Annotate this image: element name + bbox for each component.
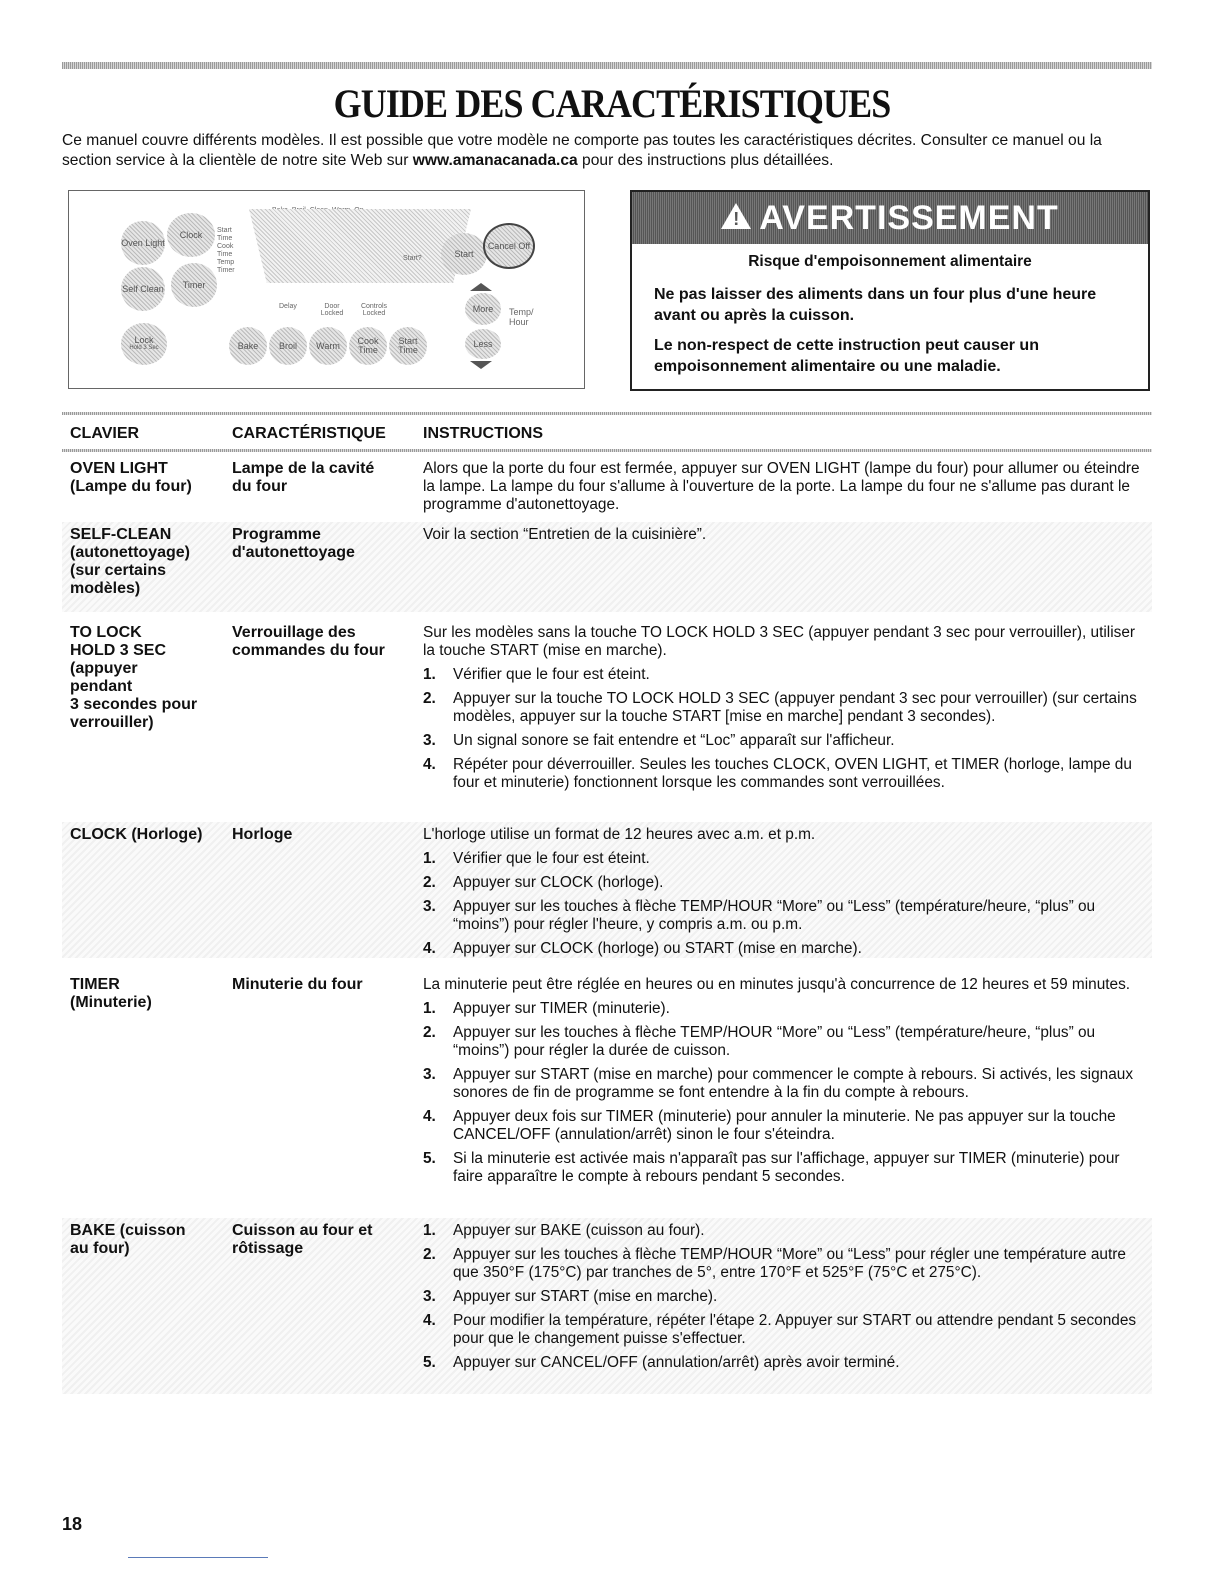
instruction-step xyxy=(423,1288,1145,1306)
step-number: 1. xyxy=(423,850,436,867)
step-text: Un signal sonore se fait entendre et “Loc” apparaît sur l'afficheur. xyxy=(453,732,895,749)
row-instructions xyxy=(423,526,1145,550)
cook-time-button[interactable]: Cook Time xyxy=(349,327,387,365)
lock-label: Lock xyxy=(134,335,154,345)
step-number: 4. xyxy=(423,1108,436,1125)
broil-button[interactable]: Broil xyxy=(269,327,307,365)
step-text: Appuyer sur TIMER (minuterie). xyxy=(453,1000,670,1017)
lock-sublabel: Hold 3 Sec xyxy=(129,345,159,351)
label-start-prompt: Start? xyxy=(403,255,422,262)
page-title: GUIDE DES CARACTÉRISTIQUES xyxy=(333,81,891,126)
step-number: 3. xyxy=(423,732,436,749)
temp-hour-label: Temp/ Hour xyxy=(509,307,534,327)
warning-box xyxy=(630,190,1150,391)
row-feature: Programme d'autonettoyage xyxy=(232,526,355,561)
step-number: 4. xyxy=(423,756,436,773)
oven-light-button[interactable]: Oven Light xyxy=(121,221,165,265)
instruction-step xyxy=(423,874,1145,892)
less-button[interactable]: Less xyxy=(465,329,501,359)
table-row xyxy=(62,620,1152,816)
step-number: 5. xyxy=(423,1150,436,1167)
row-key: CLOCK (Horloge) xyxy=(70,826,203,843)
step-number: 1. xyxy=(423,1000,436,1017)
clock-button[interactable]: Clock xyxy=(167,213,215,257)
instruction-step xyxy=(423,940,1145,958)
step-text: Si la minuterie est activée mais n'apparaît pas sur l'affichage, appuyer sur TIMER (minuterie) pour faire apparaître le compte à rebours pendant 5 secondes. xyxy=(453,1150,1120,1185)
step-number: 4. xyxy=(423,940,436,957)
table-row xyxy=(62,522,1152,612)
instruction-step xyxy=(423,1000,1145,1018)
intro-text-before: Ce manuel couvre différents modèles. Il est possible que votre modèle ne comporte pas toutes les caractéristiques décrites. Consulter ce manuel ou la section service à la clientèle de notre site Web sur xyxy=(62,132,1102,169)
intro-paragraph xyxy=(62,131,1152,171)
step-text: Appuyer sur START (mise en marche). xyxy=(453,1288,718,1305)
label-start: Start xyxy=(217,227,232,234)
timer-button[interactable]: Timer xyxy=(171,263,217,307)
header-rule-top xyxy=(62,412,1152,415)
start-time-button[interactable]: Start Time xyxy=(389,327,427,365)
step-number: 2. xyxy=(423,1024,436,1041)
step-text: Pour modifier la température, répéter l'étape 2. Appuyer sur START ou attendre pendant 5 secondes pour que le changement puisse s'effectuer. xyxy=(453,1312,1137,1347)
row-feature: Minuterie du four xyxy=(232,976,363,993)
instruction-step xyxy=(423,1354,1145,1372)
row-key: TIMER (Minuterie) xyxy=(70,976,152,1011)
website-link[interactable]: www.amanacanada.ca xyxy=(412,152,578,169)
label-temp: Temp xyxy=(217,259,235,266)
step-number: 4. xyxy=(423,1312,436,1329)
step-number: 3. xyxy=(423,1288,436,1305)
page-number: 18 xyxy=(62,1514,83,1534)
step-text: Appuyer sur CLOCK (horloge) ou START (mise en marche). xyxy=(453,940,862,957)
row-instructions xyxy=(423,624,1145,798)
column-header-instructions: INSTRUCTIONS xyxy=(423,425,543,442)
instruction-step xyxy=(423,690,1145,726)
table-row xyxy=(62,972,1152,1212)
column-header-caracteristique: CARACTÉRISTIQUE xyxy=(232,425,386,442)
row-instructions xyxy=(423,460,1145,520)
control-panel-illustration xyxy=(68,190,585,389)
step-text: Appuyer sur START (mise en marche) pour commencer le compte à rebours. Si activés, les signaux sonores de fin de programme se font entendre à la fin du compte à rebours. xyxy=(453,1066,1134,1101)
label-controls-locked: Controls Locked xyxy=(360,303,388,317)
instruction-step xyxy=(423,756,1145,792)
instruction-steps xyxy=(423,1000,1145,1186)
display-screen xyxy=(249,209,471,283)
row-key: BAKE (cuisson au four) xyxy=(70,1222,186,1257)
step-text: Appuyer sur CANCEL/OFF (annulation/arrêt) après avoir terminé. xyxy=(453,1354,900,1371)
table-row xyxy=(62,822,1152,958)
step-text: Appuyer sur les touches à flèche TEMP/HOUR “More” ou “Less” (température/heure, “plus” ou “moins”) pour régler la durée de cuisson. xyxy=(453,1024,1096,1059)
step-number: 3. xyxy=(423,1066,436,1083)
instruction-intro: La minuterie peut être réglée en heures ou en minutes jusqu'à concurrence de 12 heures et 59 minutes. xyxy=(423,976,1131,993)
row-instructions xyxy=(423,826,1145,964)
instruction-step xyxy=(423,850,1145,868)
step-text: Appuyer sur les touches à flèche TEMP/HOUR “More” ou “Less” pour régler une température autre que 350°F (175°C) par tranches de 5°, entre 170°F et 525°F (75°C et 275°C). xyxy=(453,1246,1126,1281)
step-number: 3. xyxy=(423,898,436,915)
step-text: Appuyer sur la touche TO LOCK HOLD 3 SEC (appuyer pendant 3 sec pour verrouiller) (sur certains modèles, appuyer sur la touche START [mise en marche] pendant 3 secondes). xyxy=(453,690,1137,725)
warning-subtitle: Risque d'empoisonnement alimentaire xyxy=(748,253,1032,270)
warning-header-text: AVERTISSEMENT xyxy=(759,198,1059,237)
header-rule-bottom xyxy=(62,449,1152,452)
start-button[interactable]: Start xyxy=(441,233,487,275)
instruction-intro: Sur les modèles sans la touche TO LOCK HOLD 3 SEC (appuyer pendant 3 sec pour verrouiller), utiliser la touche START (mise en marche). xyxy=(423,624,1136,659)
instruction-intro: Voir la section “Entretien de la cuisinière”. xyxy=(423,526,707,543)
step-number: 5. xyxy=(423,1354,436,1371)
row-instructions xyxy=(423,1222,1145,1378)
step-text: Répéter pour déverrouiller. Seules les touches CLOCK, OVEN LIGHT, et TIMER (horloge, lampe du four et minuterie) fonctionnent lorsque les commandes sont verrouillées. xyxy=(453,756,1132,791)
label-delay: Delay xyxy=(279,303,297,310)
label-cook: Cook xyxy=(217,243,234,250)
instruction-step xyxy=(423,732,1145,750)
instruction-step xyxy=(423,1024,1145,1060)
instruction-step xyxy=(423,898,1145,934)
self-clean-button[interactable]: Self Clean xyxy=(121,267,165,311)
bake-button[interactable]: Bake xyxy=(229,327,267,365)
label-time-1: Time xyxy=(217,235,233,242)
label-time-2: Time xyxy=(217,251,233,258)
row-feature: Verrouillage des commandes du four xyxy=(232,624,385,659)
footer-line xyxy=(128,1557,268,1558)
step-number: 2. xyxy=(423,874,436,891)
step-text: Vérifier que le four est éteint. xyxy=(453,666,650,683)
warm-button[interactable]: Warm xyxy=(309,327,347,365)
instruction-step xyxy=(423,1246,1145,1282)
warning-triangle-icon xyxy=(721,203,751,229)
instruction-step xyxy=(423,1150,1145,1186)
step-number: 2. xyxy=(423,690,436,707)
instruction-steps xyxy=(423,850,1145,958)
more-arrow-icon xyxy=(470,283,492,291)
row-instructions xyxy=(423,976,1145,1192)
instruction-intro: L'horloge utilise un format de 12 heures avec a.m. et p.m. xyxy=(423,826,816,843)
less-arrow-icon xyxy=(470,361,492,369)
step-text: Vérifier que le four est éteint. xyxy=(453,850,650,867)
step-number: 1. xyxy=(423,1222,436,1239)
row-feature: Lampe de la cavité du four xyxy=(232,460,375,495)
instruction-step xyxy=(423,1066,1145,1102)
intro-text-after: pour des instructions plus détaillées. xyxy=(577,152,834,169)
top-rule xyxy=(62,62,1152,69)
step-text: Appuyer sur les touches à flèche TEMP/HOUR “More” ou “Less” (température/heure, “plus” ou “moins”) pour régler l'heure, y compris a.m. ou p.m. xyxy=(453,898,1096,933)
step-text: Appuyer deux fois sur TIMER (minuterie) pour annuler la minuterie. Ne pas appuyer sur la touche CANCEL/OFF (annulation/arrêt) sinon le four s'éteindra. xyxy=(453,1108,1116,1143)
step-text: Appuyer sur BAKE (cuisson au four). xyxy=(453,1222,705,1239)
more-button[interactable]: More xyxy=(465,293,501,325)
label-door-locked: Door Locked xyxy=(320,303,344,317)
row-feature: Cuisson au four et rôtissage xyxy=(232,1222,373,1257)
step-text: Appuyer sur CLOCK (horloge). xyxy=(453,874,664,891)
label-timer: Timer xyxy=(217,267,235,274)
instruction-steps xyxy=(423,1222,1145,1372)
lock-button[interactable] xyxy=(121,323,167,365)
instruction-step xyxy=(423,1108,1145,1144)
display-left-labels xyxy=(217,227,235,275)
row-feature: Horloge xyxy=(232,826,293,843)
cancel-off-button[interactable]: Cancel Off xyxy=(483,223,535,269)
table-row xyxy=(62,1218,1152,1394)
column-header-clavier: CLAVIER xyxy=(70,425,140,442)
row-key: OVEN LIGHT (Lampe du four) xyxy=(70,460,192,495)
row-key: SELF-CLEAN (autonettoyage) (sur certains modèles) xyxy=(70,526,190,597)
step-number: 2. xyxy=(423,1246,436,1263)
instruction-steps xyxy=(423,666,1145,792)
instruction-step xyxy=(423,1222,1145,1240)
instruction-step xyxy=(423,1312,1145,1348)
warning-paragraph-1: Ne pas laisser des aliments dans un four plus d'une heure avant ou après la cuisson. xyxy=(654,286,1097,324)
warning-header xyxy=(632,192,1148,244)
table-row xyxy=(62,456,1152,518)
row-key: TO LOCK HOLD 3 SEC (appuyer pendant 3 secondes pour verrouiller) xyxy=(70,624,198,731)
instruction-intro: Alors que la porte du four est fermée, appuyer sur OVEN LIGHT (lampe du four) pour allumer ou éteindre la lampe. La lampe du four s'allume à l'ouverture de la porte. La lampe du four ne s'allume pas durant le programme d'autonettoyage. xyxy=(423,460,1140,513)
warning-paragraph-2: Le non-respect de cette instruction peut causer un empoisonnement alimentaire ou une maladie. xyxy=(654,337,1039,375)
instruction-step xyxy=(423,666,1145,684)
step-number: 1. xyxy=(423,666,436,683)
